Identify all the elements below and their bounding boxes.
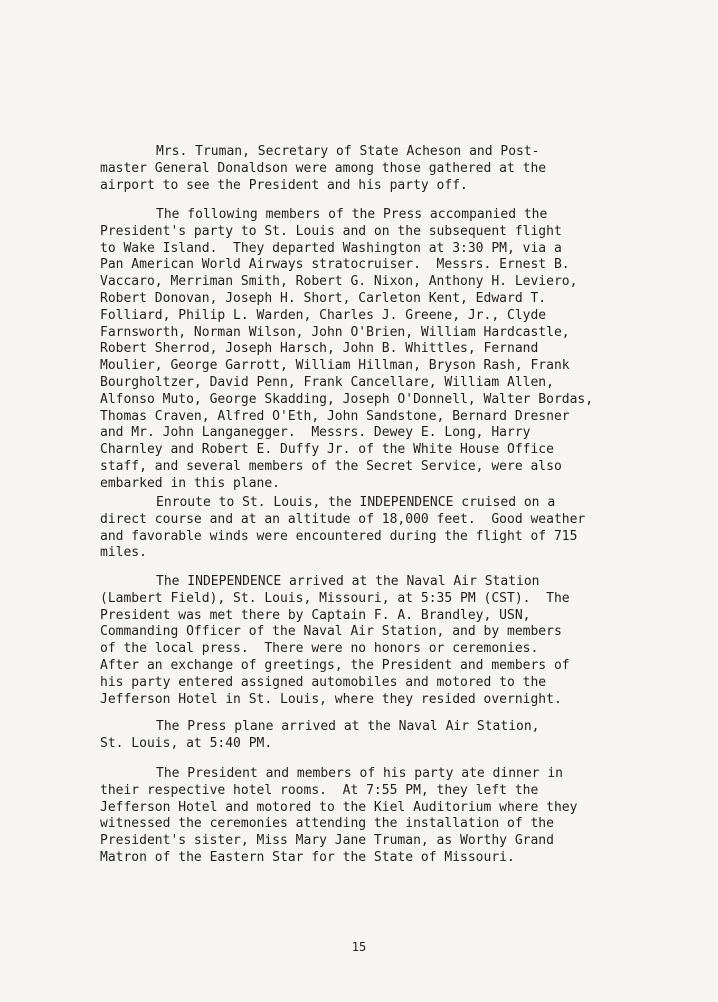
paragraph-6 bbox=[100, 766, 600, 867]
paragraph-line: President's sister, Miss Mary Jane Truman, as Worthy Grand bbox=[100, 833, 554, 849]
paragraph-line: Jefferson Hotel in St. Louis, where they resided overnight. bbox=[100, 691, 562, 707]
paragraph-line: miles. bbox=[100, 545, 147, 561]
paragraph-line: (Lambert Field), St. Louis, Missouri, at 5:35 PM (CST). The bbox=[100, 590, 570, 606]
paragraph-4 bbox=[100, 574, 600, 708]
paragraph-line: Folliard, Philip L. Warden, Charles J. Greene, Jr., Clyde bbox=[100, 307, 547, 323]
page-number: 15 bbox=[351, 940, 367, 954]
paragraph-line: Alfonso Muto, George Skadding, Joseph O'Donnell, Walter Bordas, bbox=[100, 391, 594, 407]
paragraph-1 bbox=[100, 144, 600, 194]
paragraph-line: Charnley and Robert E. Duffy Jr. of the White House Office bbox=[100, 442, 554, 458]
paragraph-line: The INDEPENDENCE arrived at the Naval Air Station bbox=[156, 574, 540, 589]
paragraph-line: their respective hotel rooms. At 7:55 PM, they left the bbox=[100, 782, 539, 798]
paragraph-line: of the local press. There were no honors or ceremonies. bbox=[100, 641, 539, 657]
paragraph-5 bbox=[100, 719, 600, 753]
paragraph-line: Thomas Craven, Alfred O'Eth, John Sandstone, Bernard Dresner bbox=[100, 408, 570, 424]
paragraph-line: Enroute to St. Louis, the INDEPENDENCE cruised on a bbox=[156, 495, 556, 510]
paragraph-line: staff, and several members of the Secret Service, were also bbox=[100, 458, 562, 474]
paragraph-2 bbox=[100, 207, 600, 493]
paragraph-line: Jefferson Hotel and motored to the Kiel Auditorium where they bbox=[100, 799, 578, 815]
paragraph-line: The following members of the Press accompanied the bbox=[156, 207, 548, 222]
paragraph-line: airport to see the President and his party off. bbox=[100, 177, 468, 193]
paragraph-line: After an exchange of greetings, the President and members of bbox=[100, 657, 570, 673]
paragraph-line: and Mr. John Langanegger. Messrs. Dewey E. Long, Harry bbox=[100, 425, 531, 441]
paragraph-line: his party entered assigned automobiles and motored to the bbox=[100, 674, 547, 690]
paragraph-line: Mrs. Truman, Secretary of State Acheson and Post- bbox=[156, 144, 540, 159]
paragraph-line: St. Louis, at 5:40 PM. bbox=[100, 735, 273, 751]
paragraph-line: witnessed the ceremonies attending the installation of the bbox=[100, 816, 554, 832]
paragraph-line: master General Donaldson were among those gathered at the bbox=[100, 160, 547, 176]
paragraph-line: Commanding Officer of the Naval Air Station, and by members bbox=[100, 624, 562, 640]
paragraph-line: President's party to St. Louis and on the subsequent flight bbox=[100, 223, 562, 239]
paragraph-line: Farnsworth, Norman Wilson, John O'Brien, William Hardcastle, bbox=[100, 324, 570, 340]
paragraph-line: Robert Sherrod, Joseph Harsch, John B. Whittles, Fernand bbox=[100, 341, 539, 357]
paragraph-3 bbox=[100, 495, 600, 562]
paragraph-line: Robert Donovan, Joseph H. Short, Carleton Kent, Edward T. bbox=[100, 290, 547, 306]
paragraph-line: and favorable winds were encountered during the flight of 715 bbox=[100, 528, 578, 544]
paragraph-line: direct course and at an altitude of 18,000 feet. Good weather bbox=[100, 511, 586, 527]
paragraph-line: President was met there by Captain F. A. Brandley, USN, bbox=[100, 607, 531, 623]
paragraph-line: Moulier, George Garrott, William Hillman, Bryson Rash, Frank bbox=[100, 358, 570, 374]
paragraph-line: Matron of the Eastern Star for the State of Missouri. bbox=[100, 849, 515, 865]
paragraph-line: The Press plane arrived at the Naval Air Station, bbox=[156, 719, 540, 734]
paragraph-line: Bourgholtzer, David Penn, Frank Cancellare, William Allen, bbox=[100, 374, 554, 390]
paragraph-line: Vaccaro, Merriman Smith, Robert G. Nixon, Anthony H. Leviero, bbox=[100, 274, 578, 290]
paragraph-line: embarked in this plane. bbox=[100, 475, 281, 491]
paragraph-line: to Wake Island. They departed Washington at 3:30 PM, via a bbox=[100, 240, 562, 256]
paragraph-line: Pan American World Airways stratocruiser. Messrs. Ernest B. bbox=[100, 257, 570, 273]
paragraph-line: The President and members of his party ate dinner in bbox=[156, 766, 563, 781]
